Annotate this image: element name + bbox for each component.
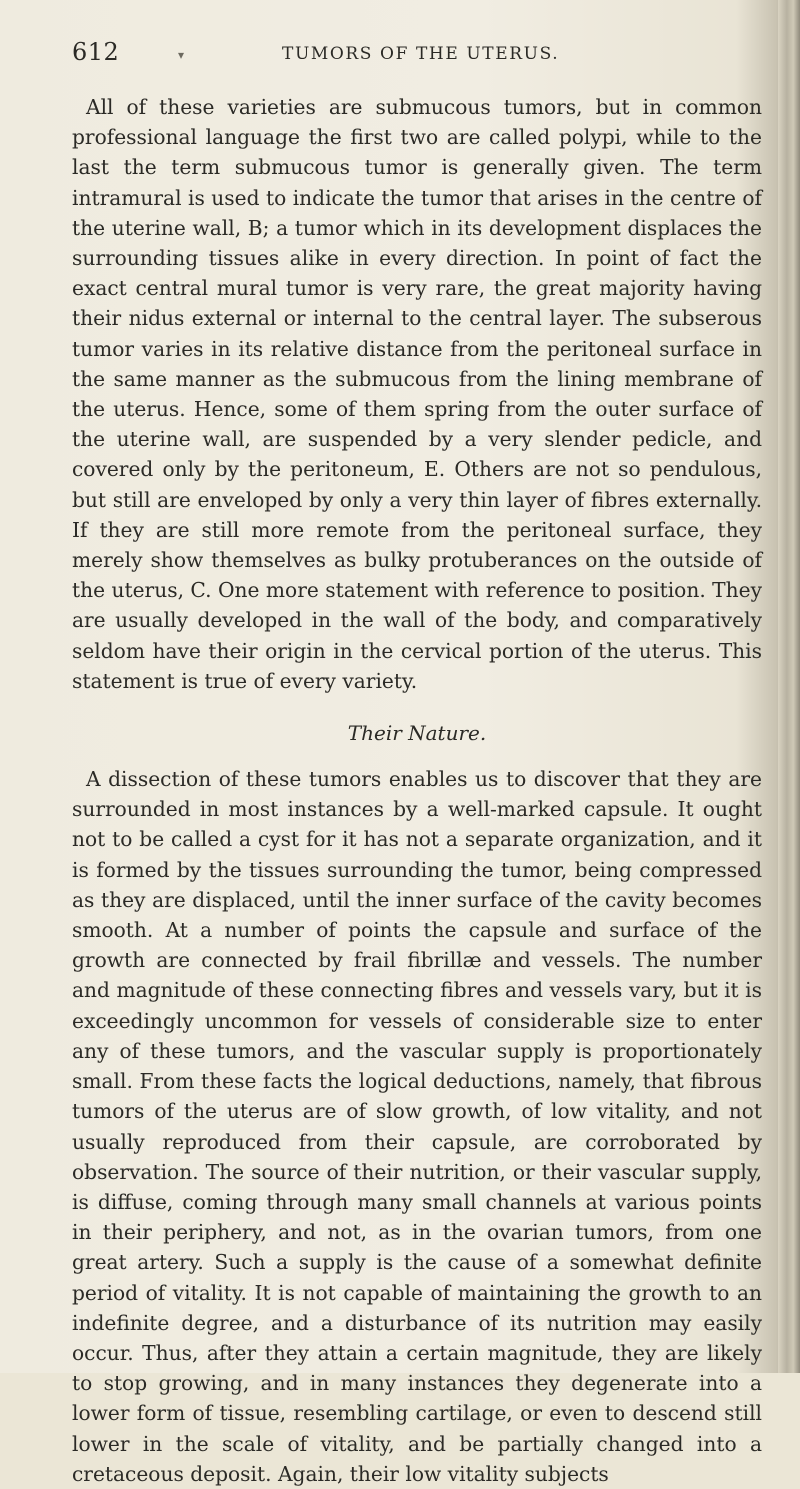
- paragraph-nature: A dissection of these tumors enables us to discover that they are surrounded in most instances by a well-marked capsule. It ought not to be called a cyst for it has not a separate organization, and it is formed by the tissues surrounding the tumor, being compressed as they are displaced, until the inner surface of the cavity becomes smooth. At a number of points the capsule and surface of the growth are connected by frail fibrillæ and vessels. The number and magnitude of these connecting fibres and vessels vary, but it is exceedingly uncommon for vessels of considerable size to enter any of these tumors, and the vascular supply is proportionately small. From these facts the logical deductions, namely, that fibrous tumors of the uterus are of slow growth, of low vitality, and not usually reproduced from their capsule, are corroborated by observation. The source of their nutrition, or their vascular supply, is diffuse, coming through many small channels at various points in their periphery, and not, as in the ovarian tumors, from one great artery. Such a supply is the cause of a somewhat definite period of vitality. It is not capable of maintaining the growth to an indefinite degree, and a disturbance of its nutrition may easily occur. Thus, after they attain a certain magnitude, they are likely to stop growing, and in many instances they degenerate into a lower form of tissue, resembling cartilage, or even to descend still lower in the scale of vitality, and be partially changed into a cretaceous deposit. Again, their low vitality subjects: [72, 767, 762, 1486]
- running-title: TUMORS OF THE UTERUS.: [282, 44, 560, 64]
- page-header: [72, 38, 762, 74]
- page-binding-edge: [778, 0, 800, 1373]
- paragraph-varieties: All of these varieties are submucous tumors, but in common professional language the first two are called polypi, while to the last the term submucous tumor is generally given. The term intramural is used to indicate the tumor that arises in the centre of the uterine wall, B; a tumor which in its development displaces the surrounding tissues alike in every direction. In point of fact the exact central mural tumor is very rare, the great majority having their nidus external or internal to the central layer. The subserous tumor varies in its relative distance from the peritoneal surface in the same manner as the submucous from the lining membrane of the uterus. Hence, some of them spring from the outer surface of the uterine wall, are suspended by a very slender pedicle, and covered only by the peritoneum, E. Others are not so pendulous, but still are enveloped by only a very thin layer of fibres externally. If they are still more remote from the peritoneal surface, they merely show themselves as bulky protuberances on the outside of the uterus, C. One more statement with reference to position. They are usually developed in the wall of the body, and comparatively seldom have their origin in the cervical portion of the uterus. This statement is true of every variety.: [72, 95, 762, 693]
- section-heading: Their Nature.: [347, 721, 487, 746]
- page-number: 612: [72, 38, 120, 66]
- body-text: [72, 92, 762, 1489]
- printer-mark-icon: ▾: [178, 48, 185, 62]
